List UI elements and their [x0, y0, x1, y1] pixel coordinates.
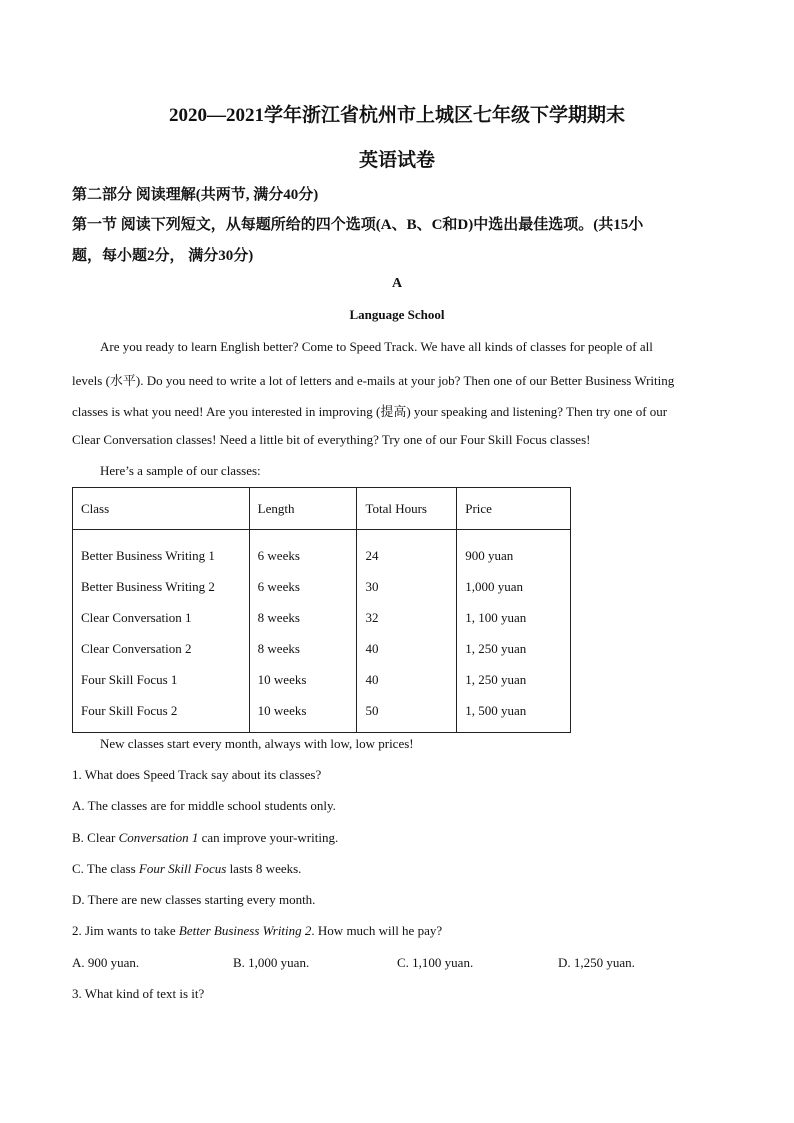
- table-cell: 50: [357, 695, 457, 733]
- question-2-option-c: C. 1,100 yuan.: [397, 955, 474, 970]
- question-2-option-b: B. 1,000 yuan.: [233, 955, 310, 970]
- table-cell: 40: [357, 664, 457, 695]
- question-1-option-b: [72, 830, 338, 846]
- table-row: [73, 602, 571, 633]
- question-1-option-a: A. The classes are for middle school students only.: [72, 798, 336, 813]
- table-cell: 8 weeks: [249, 602, 357, 633]
- passage-line-5: Here’s a sample of our classes:: [100, 463, 261, 478]
- section-part-heading: 第二部分 阅读理解(共两节, 满分40分): [72, 187, 319, 203]
- table-row: [73, 695, 571, 733]
- table-cell: Better Business Writing 2: [73, 571, 250, 602]
- table-cell: 30: [357, 571, 457, 602]
- table-cell: 10 weeks: [249, 695, 357, 733]
- table-cell: 8 weeks: [249, 633, 357, 664]
- option-text: can improve your-writing.: [198, 830, 339, 845]
- table-cell: Four Skill Focus 1: [73, 664, 250, 695]
- section-instruction-line2: 题，每小题2分， 满分30分): [72, 248, 254, 264]
- table-cell: Clear Conversation 1: [73, 602, 250, 633]
- table-cell: 1, 250 yuan: [457, 664, 571, 695]
- table-cell: 1, 100 yuan: [457, 602, 571, 633]
- question-2-stem: [72, 923, 442, 939]
- table-cell: Four Skill Focus 2: [73, 695, 250, 733]
- table-cell: 6 weeks: [249, 530, 357, 572]
- table-cell: Better Business Writing 1: [73, 530, 250, 572]
- passage-letter: A: [391, 276, 403, 291]
- passage-line-3: classes is what you need! Are you interested in improving (提高) your speaking and listening? Then try one of our: [72, 404, 668, 419]
- class-table: [72, 487, 571, 733]
- passage-line-4: Clear Conversation classes! Need a little bit of everything? Try one of our Four Skill Focus classes!: [72, 432, 591, 447]
- table-header-row: [73, 488, 571, 530]
- table-header-total-hours: Total Hours: [357, 488, 457, 530]
- table-cell: 32: [357, 602, 457, 633]
- question-2-option-d: D. 1,250 yuan.: [558, 955, 635, 970]
- table-cell: Clear Conversation 2: [73, 633, 250, 664]
- stem-text: . How much will he pay?: [311, 923, 443, 938]
- table-cell: 1, 500 yuan: [457, 695, 571, 733]
- table-cell: 1,000 yuan: [457, 571, 571, 602]
- question-3-stem: 3. What kind of text is it?: [72, 986, 205, 1001]
- question-1-option-d: D. There are new classes starting every month.: [72, 892, 316, 907]
- table-cell: 6 weeks: [249, 571, 357, 602]
- option-text: B. Clear: [72, 830, 119, 845]
- passage-title: Language School: [349, 307, 445, 322]
- table-header-price: Price: [457, 488, 571, 530]
- question-1-stem: 1. What does Speed Track say about its classes?: [72, 767, 322, 782]
- exam-subtitle: 英语试卷: [358, 150, 435, 171]
- table-header-length: Length: [249, 488, 357, 530]
- table-cell: 24: [357, 530, 457, 572]
- exam-title: 2020—2021学年浙江省杭州市上城区七年级下学期期末: [168, 105, 625, 126]
- table-cell: 1, 250 yuan: [457, 633, 571, 664]
- table-row: [73, 633, 571, 664]
- table-row: [73, 571, 571, 602]
- passage-footer: New classes start every month, always with low, low prices!: [100, 736, 414, 751]
- question-1-option-c: [72, 861, 301, 877]
- option-emphasis: Four Skill Focus: [138, 861, 227, 876]
- table-row: [73, 664, 571, 695]
- table-header-class: Class: [73, 488, 250, 530]
- section-instruction-line1: 第一节 阅读下列短文，从每题所给的四个选项(A、B、C和D)中选出最佳选项。(共15小: [72, 217, 644, 233]
- table-row: [73, 530, 571, 572]
- table-cell: 10 weeks: [249, 664, 357, 695]
- table-cell: 40: [357, 633, 457, 664]
- stem-text: 2. Jim wants to take: [72, 923, 179, 938]
- passage-line-1: Are you ready to learn English better? Come to Speed Track. We have all kinds of classes for people of all: [100, 339, 653, 354]
- question-2-option-a: A. 900 yuan.: [72, 955, 140, 970]
- table-cell: 900 yuan: [457, 530, 571, 572]
- option-text: lasts 8 weeks.: [226, 861, 302, 876]
- passage-line-2: levels (水平). Do you need to write a lot of letters and e-mails at your job? Then one of our Better Business Writing: [72, 373, 675, 388]
- option-emphasis: Conversation 1: [118, 830, 199, 845]
- stem-emphasis: Better Business Writing 2: [178, 923, 312, 938]
- option-text: C. The class: [72, 861, 139, 876]
